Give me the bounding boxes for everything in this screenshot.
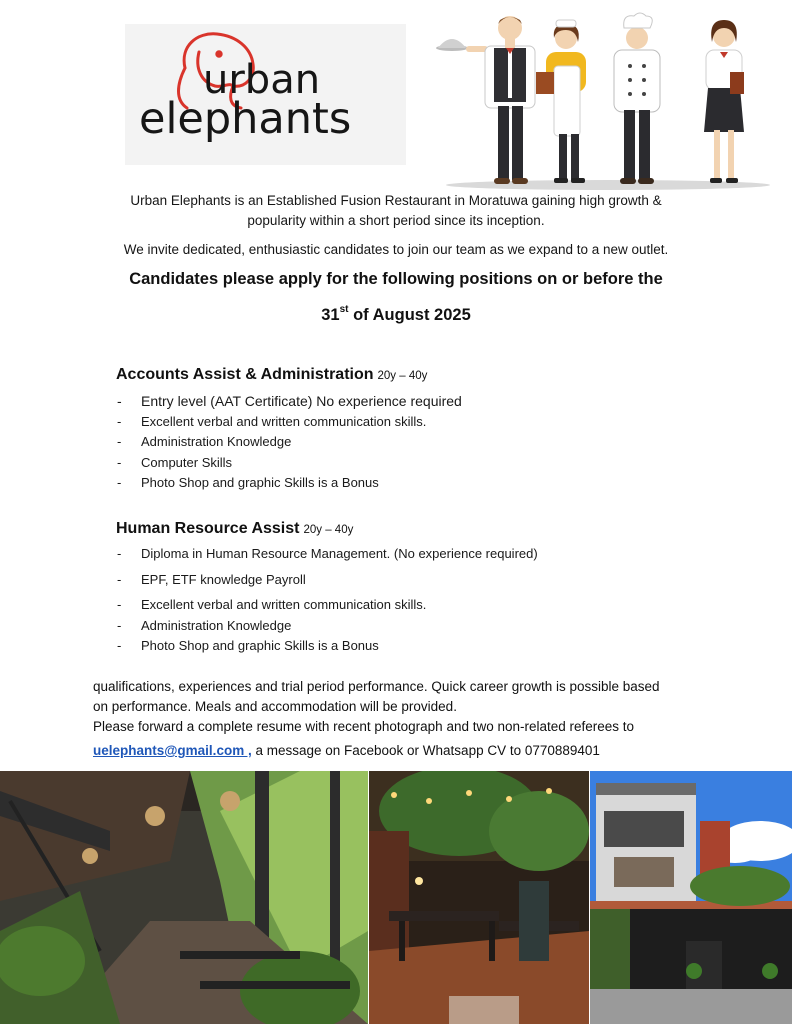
list-item: - Photo Shop and graphic Skills is a Bonus [115, 636, 538, 657]
list-item: - Photo Shop and graphic Skills is a Bonus [115, 473, 462, 494]
deadline-suffix: st [339, 304, 349, 315]
closing-line-1: qualifications, experiences and trial period performance. Quick career growth is possible based [93, 679, 660, 694]
age-range: 20y – 40y [377, 370, 428, 382]
list-item: - EPF, ETF knowledge Payroll [115, 569, 538, 595]
photo-building-exterior [590, 771, 792, 1024]
hr-requirements-list [115, 543, 538, 657]
position-title-hr [116, 520, 353, 538]
intro-line-2: popularity within a short period since its inception. [247, 213, 545, 228]
list-item: - Administration Knowledge [115, 616, 538, 637]
accounts-requirements-list [115, 391, 462, 494]
photo-evening-courtyard [369, 771, 589, 1024]
list-item: - Computer Skills [115, 453, 462, 474]
logo-word-elephants: elephants [139, 94, 352, 144]
list-item: - Excellent verbal and written communication skills. [115, 595, 538, 616]
list-item: - Excellent verbal and written communication skills. [115, 412, 462, 433]
position-name: Human Resource Assist [116, 520, 300, 537]
email-link[interactable]: uelephants@gmail.com , [93, 743, 252, 758]
list-item: - Administration Knowledge [115, 432, 462, 453]
intro-paragraph [0, 191, 792, 231]
list-item: - Entry level (AAT Certificate) No experience required [115, 391, 462, 412]
waitress-figure [704, 20, 744, 183]
deadline-month-year: of August 2025 [348, 306, 471, 324]
contact-line [93, 741, 600, 761]
apply-heading: Candidates please apply for the following positions on or before the [129, 270, 663, 288]
contact-details: a message on Facebook or Whatsapp CV to 0770889401 [251, 743, 600, 758]
intro-line-1: Urban Elephants is an Established Fusion Restaurant in Moratuwa gaining high growth & [130, 193, 662, 208]
closing-line-2: on performance. Meals and accommodation will be provided. [93, 699, 457, 714]
age-range: 20y – 40y [303, 524, 354, 536]
female-server-figure [536, 20, 586, 183]
logo-word-urban: urban [203, 57, 321, 103]
restaurant-logo [125, 24, 406, 165]
invitation-text: We invite dedicated, enthusiastic candidates to join our team as we expand to a new outlet. [123, 242, 669, 257]
closing-line-3: Please forward a complete resume with recent photograph and two non-related referees to [93, 719, 635, 734]
position-name: Accounts Assist & Administration [116, 366, 374, 383]
position-title-accounts [116, 366, 427, 384]
restaurant-staff-illustration [430, 8, 770, 194]
chef-figure [614, 13, 660, 184]
deadline-heading [0, 306, 792, 325]
deadline-day: 31 [321, 306, 340, 324]
photo-interior-garden [0, 771, 368, 1024]
waiter-figure [436, 16, 535, 184]
list-item: - Diploma in Human Resource Management. (No experience required) [115, 543, 538, 569]
